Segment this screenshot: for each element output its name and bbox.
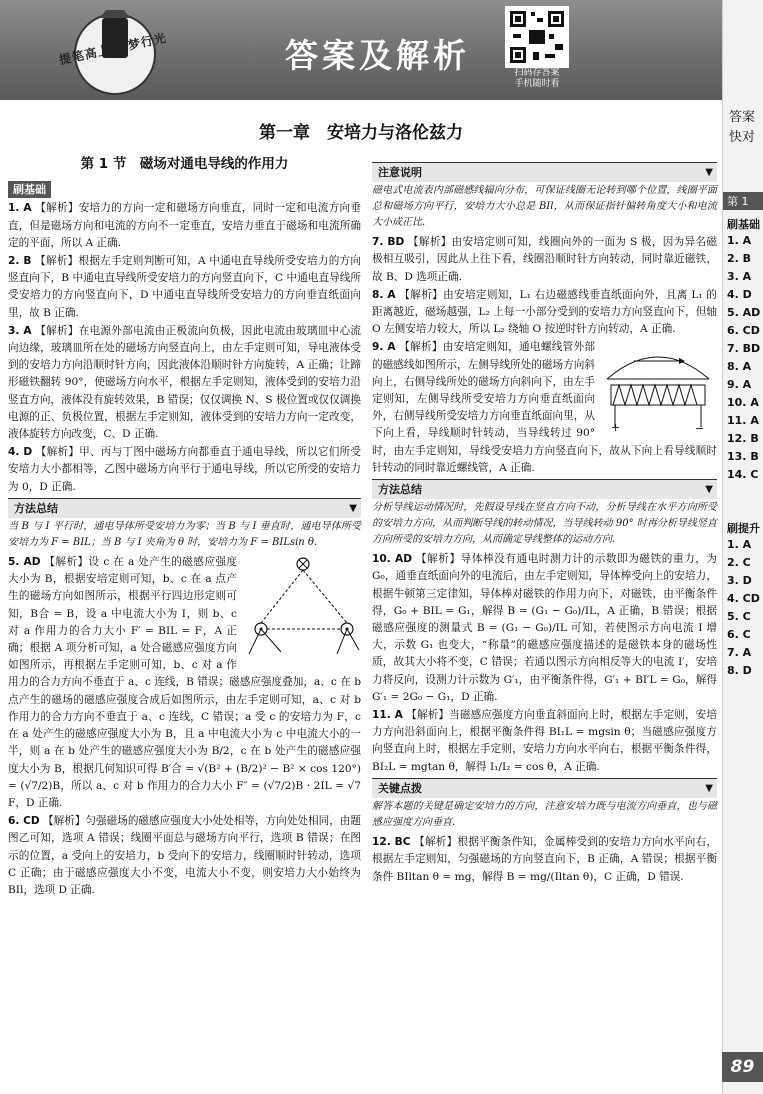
answer-item-10: 10. AD 【解析】导体棒没有通电时测力计的示数即为磁铁的重力，为 G₀，通垂直纸面向外的电流后，由左手定则知，导体棒受向上的安培力，根据牛顿第三定律知，导体棒对磁铁的作用力向下，对磁铁，由平衡条件得，G₀ + BIL = G₁，解得 B = (G₁ − G₀)/IL，A 正确，B 错误；根据磁感应强度的测量式 B = (G₁ − G₀)/IL 可知，若使图示方向电流 I 增大，示数 G₁ 也变大，“称量”的磁感应强度描述的是磁铁本身的磁场性质，故其大小将不变，C 错误；若通以图示方向相反等大的电流 I′，安培力将反向，设测力计示数为 G′₁，由平衡条件得，G′₁ + BI′L = G₀，解得 G′₁ = 2G₀ − G₁，D 正确. [372, 553, 718, 703]
side-answer-item: 11. A [727, 414, 759, 427]
side-answers-basic: 第 1 刷基础 1. A 2. B 3. A 4. D 5. AD 6. CD 7. BD 8. A 9. A 10. A 11. A 12. B 13. B 14. C [723, 192, 763, 484]
side-answer-item: 3. A [727, 270, 752, 283]
key-box: 关键点拨 ▼ 解答本题的关键是确定安培力的方向，注意安培力既与电流方向垂直，也与磁感应强度方向垂直. [372, 778, 717, 832]
side-answer-item: 3. D [727, 574, 752, 587]
side-answer-item: 4. D [727, 288, 752, 301]
side-answer-item: 6. CD [727, 324, 760, 337]
tag-basic: 刷基础 [8, 181, 51, 198]
side-answer-item: 4. CD [727, 592, 760, 605]
answer-item-7: 7. BD 【解析】由安培定则可知，线圈向外的一面为 S 极，因为异名磁极相互吸引，因此从上往下看，线圈沿顺时针方向转动，同时靠近磁铁，故 B、D 选项正确. [372, 236, 718, 283]
left-column [8, 148, 361, 900]
side-answer-item: 8. D [727, 664, 752, 677]
side-answer-list-2 [723, 536, 763, 680]
side-answer-item: 14. C [727, 468, 759, 481]
svg-text:−: − [695, 422, 705, 435]
page-title: 答案及解析 [285, 36, 470, 75]
side-answer-item: 2. B [727, 252, 752, 265]
side-answer-list-1 [723, 232, 763, 484]
side-answer-item: 8. A [727, 360, 752, 373]
right-column [372, 148, 717, 887]
answer-item-5: 5. AD 【解析】设 c 在 a 处产生的磁感应强度大小为 B，根据安培定则可知，b、c 在 a 点产生的磁场方向如图所示，根据平行四边形定则可知，B合 = B，设 a 中电流大小为 I，则 b、c 对 a 作用力的合力大小 F′ = BIL = F，A 正确；根据 A 项分析可知，a 处合磁感应强度方向如图所示，再根据左手定则可知，b、c 对 a 作用力的合力方向不垂直于 a、c 连线，B 错误；磁感应强度叠加，a、c 在 b 点产生的磁场的磁感应强度合成后如图所示，由左手定则可知，a、c 对 b 作用力的合力方向不垂直于 a、c 连线，C 错误；a 受 c 的安培力为 F，c 在 a 处产生的磁感应强度大小为 B，且 a 中电流大小为 c 中电流大小的一半，则 a 在 b 处产生的磁感应强度大小为 B/2，c 在 b 处产生的磁感应强度大小为 B，根据几何知识可得 B′合 = √(B² + (B/2)² − B² × cos 120°) = (√7/2)B，所以 a、c 对 b 作用力的合力大小 F″ = (√7/2)B · 2IL = √7 F，D 正确. [8, 556, 361, 809]
answer-item-3: 3. A 【解析】在电源外部电流由正极流向负极，因此电流由玻璃皿中心流向边缘，玻璃皿所在处的磁场方向竖直向上，由左手定则可知，导电液体受到的安培力方向沿顺时针方向，因此液体沿顺时针方向旋转，A 正确；让蹄形磁铁翻转 90°，使磁场方向水平，根据左手定则知，液体受到的安培力沿竖直方向，液体没有旋转效果，B 错误；仅仅调换 N、S 极位置或仅仅调换电源的正、负极位置，根据左手定则知，液体受到的安培力方向一定改变，液体旋转方向改变，C、D 正确. [8, 324, 361, 441]
answer-item-11: 11. A 【解析】当磁感应强度方向垂直斜面向上时，根据左手定则，安培力方向沿斜面向上，根据平衡条件得 BI₁L = mgsin θ；当磁感应强度方向竖直向上时，根据左手定则，安培力方向水平向右，根据平衡条件得，BI₂L = mgtan θ，解得 I₁/I₂ = cos θ，A 正确. [372, 709, 717, 773]
svg-text:+: + [611, 421, 621, 435]
side-answer-item: 6. C [727, 628, 751, 641]
side-answer-item: 7. A [727, 646, 752, 659]
answer-item-4: 4. D 【解析】甲、丙与丁图中磁场方向都垂直于通电导线，所以它们所受安培力大小都相等，乙图中磁场方向平行于通电导线，所以它所受的安培力为 0，D 正确. [8, 446, 361, 493]
method-box-2: 方法总结 ▼ 分析导线运动情况时，先假设导线在竖直方向不动，分析导线在水平方向所受的安培力方向，从而判断导线的转动情况，当导线转动 90° 时再分析导线竖直方向所受的安培力方向，从而确定导线整体的运动方向. [372, 479, 717, 549]
side-header: 答案 快对 [729, 110, 756, 145]
chapter-title: 第一章 安培力与洛伦兹力 [259, 123, 463, 143]
adjacent-page-strip [722, 0, 763, 1094]
answer-item-12: 12. BC 【解析】根据平衡条件知，金属棒受到的安培力方向水平向右，根据左手定则知，匀强磁场的方向竖直向下，B 正确，A 错误；根据平衡条件 BIltan θ = mg，解得 B = mg/(Iltan θ)，C 正确，D 错误. [372, 836, 718, 883]
page-number: 89 [722, 1052, 763, 1082]
section-title: 第 1 节 磁场对通电导线的作用力 [80, 156, 289, 172]
answer-item-1: 1. A 【解析】安培力的方向一定和磁场方向垂直，同时一定和电流方向垂直，但是磁场方向和电流的方向不一定垂直，安培力垂直于磁场和电流所确定的平面，所以 A 正确. [8, 202, 361, 249]
answer-item-9: + − 9. A 【解析】由安培定则知，通电螺线管外部的磁感线如图所示，左侧导线所处的磁场方向斜向上，右侧导线所处的磁场方向斜向下，由左手定则知，左侧导线所受安培力方向垂直纸面向外，右侧导线所受安培力方向垂直纸面向里，从下向上看，导线顺时针转动，当导线转过 90° 时，由左手定则知，导线受安培力方向竖直向下，故从下向上看导线顺时针转动的同时靠近螺线管，A 正确. [372, 341, 717, 474]
header-banner [0, 0, 722, 100]
triangle-figure-icon [241, 554, 361, 662]
qr-caption: 扫码存答案 手机随时看 [514, 68, 560, 89]
side-answer-item: 13. B [727, 450, 759, 463]
note-box: 注意说明 ▼ 磁电式电流表内部磁感线辐向分布，可保证线圈无论转到哪个位置，线圈平面总和磁场方向平行，安培力大小总是 BIl，从而保证指针偏转角度大小和电流大小成正比. [372, 162, 717, 232]
side-answer-item: 1. A [727, 538, 752, 551]
logo-text: 提笔高上·有梦行光 [57, 30, 168, 68]
answer-item-8: 8. A 【解析】由安培定则知，L₁ 右边磁感线垂直纸面向外，且离 L₁ 的距离越近，磁场越强，L₂ 上每一小部分受到的安培力方向竖直向下，但轴 O 左侧安培力较大，所以 L₂ 绕轴 O 按逆时针方向转动，A 正确. [372, 288, 717, 336]
side-answer-item: 5. C [727, 610, 751, 623]
side-answers-lift: 刷提升 1. A 2. C 3. D 4. CD 5. C 6. C 7. A 8. D [723, 520, 763, 680]
side-answer-item: 12. B [727, 432, 759, 445]
side-answer-item: 7. BD [727, 342, 761, 355]
side-answer-item: 2. C [727, 556, 751, 569]
qr-code-icon[interactable] [505, 6, 569, 68]
side-answer-item: 5. AD [727, 306, 761, 319]
side-answer-item: 10. A [727, 396, 759, 409]
side-answer-item: 9. A [727, 378, 752, 391]
answer-item-2: 2. B 【解析】根据左手定则判断可知，A 中通电直导线所受安培力的方向竖直向下，B 中通电直导线所受安培力的方向竖直向下，C 中通电直导线所受安培力的方向竖直向下，D 中通电直导线所受安培力的方向垂直纸面向里，故 B 正确. [8, 255, 362, 319]
solenoid-figure-icon [599, 339, 717, 434]
method-box-1: 方法总结 ▼ 当 B 与 I 平行时，通电导体所受安培力为零；当 B 与 I 垂直时，通电导体所受安培力为 F = BIL；当 B 与 I 夹角为 θ 时，安培力为 F = BILsin θ. [8, 498, 361, 552]
answer-item-6: 6. CD 【解析】匀强磁场的磁感应强度大小处处相等，方向处处相同，由题图乙可知，选项 A 错误；线圈平面总与磁场方向平行，选项 B 错误；在图示的位置，a 受向上的安培力，b 受向下的安培力，线圈顺时针转动，选项 C 正确；由于磁感应强度大小不变，电流大小不变，则安培力大小始终为 BIl，选项 D 正确. [8, 815, 362, 896]
side-answer-item: 1. A [727, 234, 752, 247]
